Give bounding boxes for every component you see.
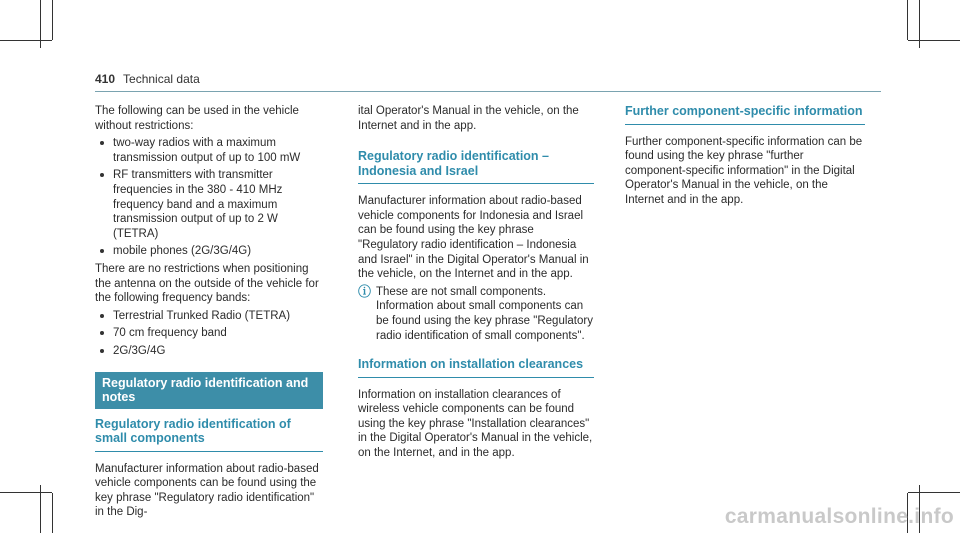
header-rule: [95, 91, 881, 92]
small-components-paragraph: Manufacturer information about radio-based vehicle components can be found using the key phrase "Regulatory radio identification" in the Dig-: [95, 462, 319, 519]
frequency-band-list: [95, 309, 323, 359]
indonesia-israel-paragraph: Manufacturer information about radio-based vehicle components for Indonesia and Israel can be found using the key phrase "Regulatory radio identification – Indonesia and Israel" in the Digital Operator's Manual in the vehicle, on the Internet and in the app.: [358, 195, 589, 281]
crop-mark: [908, 492, 960, 493]
subsection-heading: Regulatory radio identification of small components: [95, 417, 323, 452]
subsection-heading: Further component-specific information: [625, 104, 865, 125]
list-item: mobile phones (2G/3G/4G): [95, 244, 323, 259]
intro-paragraph: The following can be used in the vehicle without restrictions:: [95, 105, 299, 132]
section-title: Technical data: [123, 72, 200, 86]
unrestricted-list: [95, 136, 323, 259]
crop-mark: [52, 493, 53, 533]
info-icon: ⓘ: [358, 283, 372, 299]
note-block: [358, 285, 594, 343]
right-column: [625, 104, 865, 210]
crop-mark: [0, 492, 52, 493]
crop-mark: [0, 40, 52, 41]
subsection-heading: Regulatory radio identification – Indonesia and Israel: [358, 149, 594, 184]
list-item: 70 cm frequency band: [95, 326, 323, 341]
further-info-paragraph: Further component-specific information can be found using the key phrase "further component-specific information" in the Digital Operator's Manual in the vehicle, on the Internet and in the app.: [625, 135, 863, 206]
list-item: 2G/3G/4G: [95, 344, 323, 359]
list-item: Terrestrial Trunked Radio (TETRA): [95, 309, 323, 324]
watermark: carmanualsonline.info: [724, 505, 954, 528]
left-column: [95, 104, 323, 523]
page-number: 410: [95, 72, 116, 86]
middle-column: [358, 104, 594, 464]
section-heading-bar: Regulatory radio identification and notes: [95, 372, 323, 409]
subsection-heading: Information on installation clearances: [358, 357, 594, 378]
continued-paragraph: ital Operator's Manual in the vehicle, on the Internet and in the app.: [358, 105, 579, 132]
list-item: two-way radios with a maximum transmission output of up to 100 mW: [95, 136, 323, 165]
installation-paragraph: Information on installation clearances of wireless vehicle components can be found using the key phrase "Installation clearances" in the Digital Operator's Manual in the vehicle, on the Internet, and in the app.: [358, 388, 593, 459]
list-item: RF transmitters with transmitter frequencies in the 380 - 410 MHz frequency band and a maximum transmission output of up to 2 W (TETRA): [95, 168, 323, 241]
crop-mark: [52, 0, 53, 40]
page-header: [95, 72, 200, 86]
crop-mark: [907, 0, 908, 40]
note-text: These are not small components. Information about small components can be found using the key phrase "Regulatory radio identification of small components".: [376, 285, 593, 342]
antenna-paragraph: There are no restrictions when positioning the antenna on the outside of the vehicle for the following frequency bands:: [95, 262, 319, 305]
crop-mark: [908, 40, 960, 41]
